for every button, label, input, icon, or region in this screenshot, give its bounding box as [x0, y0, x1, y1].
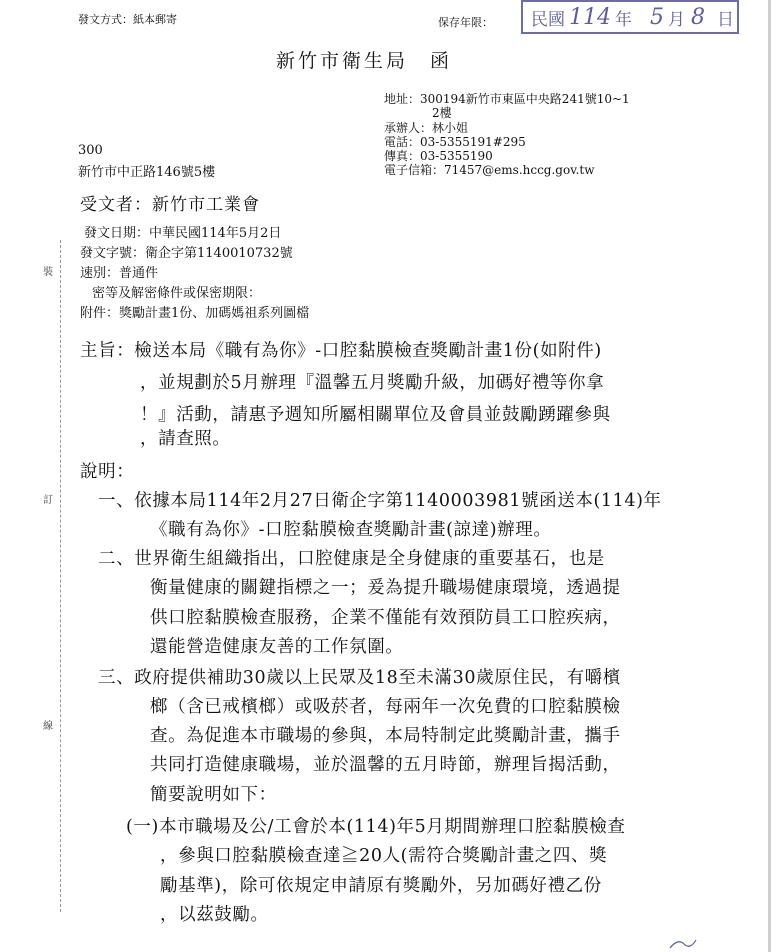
sender-address-line1: 地址：300194新竹市東區中央路241號10~1: [384, 92, 630, 106]
stamp-month-char: 月: [668, 9, 685, 30]
stamp-day-char: 日: [717, 9, 734, 30]
speed-class: 速別：普通件: [80, 266, 159, 281]
explain-p1-line1: 一、依據本局114年2月27日衛企字第1140003981號函送本(114)年: [98, 491, 662, 511]
gutter-xian: 線: [43, 721, 53, 732]
explain-s1-line4: ，以茲鼓勵。: [160, 905, 269, 925]
explain-p1-line2: 《職有為你》-口腔黏膜檢查獎勵計畫(諒達)辦理。: [150, 520, 552, 540]
sender-email: 電子信箱：71457@ems.hccg.gov.tw: [384, 163, 595, 177]
stamp-prefix: 民國: [531, 9, 565, 30]
explain-s1-line3: 勵基準)，除可依規定申請原有獎勵外，另加碼好禮乙份: [160, 876, 602, 896]
subject-line-2: ，並規劃於5月辦理『溫馨五月獎勵升級，加碼好禮等你拿: [140, 373, 605, 393]
gutter-zhuang: 裝: [43, 267, 53, 278]
explain-p2-line2: 衡量健康的關鍵指標之一；爰為提升職場健康環境，透過提: [150, 578, 621, 598]
explain-s1-line2: ，參與口腔黏膜檢查達≧20人(需符合獎勵計畫之四、獎: [160, 846, 608, 866]
explain-p3-line1: 三、政府提供補助30歲以上民眾及18至未滿30歲原住民，有嚼檳: [98, 668, 621, 688]
sender-address-line2: 2樓: [432, 106, 452, 120]
retention-label: 保存年限：: [438, 16, 493, 29]
explain-p3-line5: 簡要說明如下：: [150, 785, 277, 805]
document-title: 新竹市衛生局 函: [276, 50, 453, 72]
sender-contact: 承辦人：林小姐: [384, 121, 469, 135]
send-method: 發文方式：紙本郵寄: [78, 13, 177, 26]
reference-number: 發文字號：衛企字第1140010732號: [80, 246, 293, 261]
recipient-street: 新竹市中正路146號5樓: [78, 165, 216, 180]
explain-p3-line4: 共同打造健康職場，並於溫馨的五月時節，辦理旨揭活動，: [150, 755, 621, 775]
received-date-stamp: [521, 0, 739, 34]
stamp-year: 114: [569, 4, 611, 30]
gutter-ding: 訂: [43, 495, 53, 506]
binding-line: [60, 240, 61, 912]
recipient: 受文者：新竹市工業會: [80, 195, 260, 215]
issue-date: 發文日期：中華民國114年5月2日: [84, 226, 282, 241]
stamp-month: 5: [650, 4, 664, 30]
recipient-postcode: 300: [78, 143, 103, 158]
explain-p3-line3: 查。為促進本市職場的參與，本局特制定此獎勵計畫，攜手: [150, 726, 621, 746]
subject-line-1: 主旨：檢送本局《職有為你》-口腔黏膜檢查獎勵計畫1份(如附件): [80, 341, 602, 361]
stamp-day: 8: [691, 4, 705, 30]
secrecy-level: 密等及解密條件或保密期限：: [92, 286, 262, 301]
explain-p2-line4: 還能營造健康友善的工作氛圍。: [150, 637, 404, 657]
explain-s1-line1: (一)本市職場及公/工會於本(114)年5月期間辦理口腔黏膜檢查: [126, 817, 626, 837]
explain-heading: 說明：: [80, 462, 135, 482]
sender-phone: 電話：03-5355191#295: [384, 135, 526, 149]
explain-p2-line3: 供口腔黏膜檢查服務，企業不僅能有效預防員工口腔疾病，: [150, 608, 621, 628]
subject-line-4: ，請查照。: [140, 429, 231, 449]
pen-mark: [668, 936, 698, 950]
attachment: 附件：獎勵計畫1份、加碼媽祖系列圖檔: [80, 306, 310, 321]
sender-fax: 傳真：03-5355190: [384, 149, 493, 163]
explain-p3-line2: 榔（含已戒檳榔）或吸菸者，每兩年一次免費的口腔黏膜檢: [150, 697, 621, 717]
stamp-year-char: 年: [615, 9, 632, 30]
subject-line-3: ！』活動，請惠予週知所屬相關單位及會員並鼓勵踴躍參與: [140, 405, 611, 425]
explain-p2-line1: 二、世界衛生組織指出，口腔健康是全身健康的重要基石，也是: [98, 549, 605, 569]
